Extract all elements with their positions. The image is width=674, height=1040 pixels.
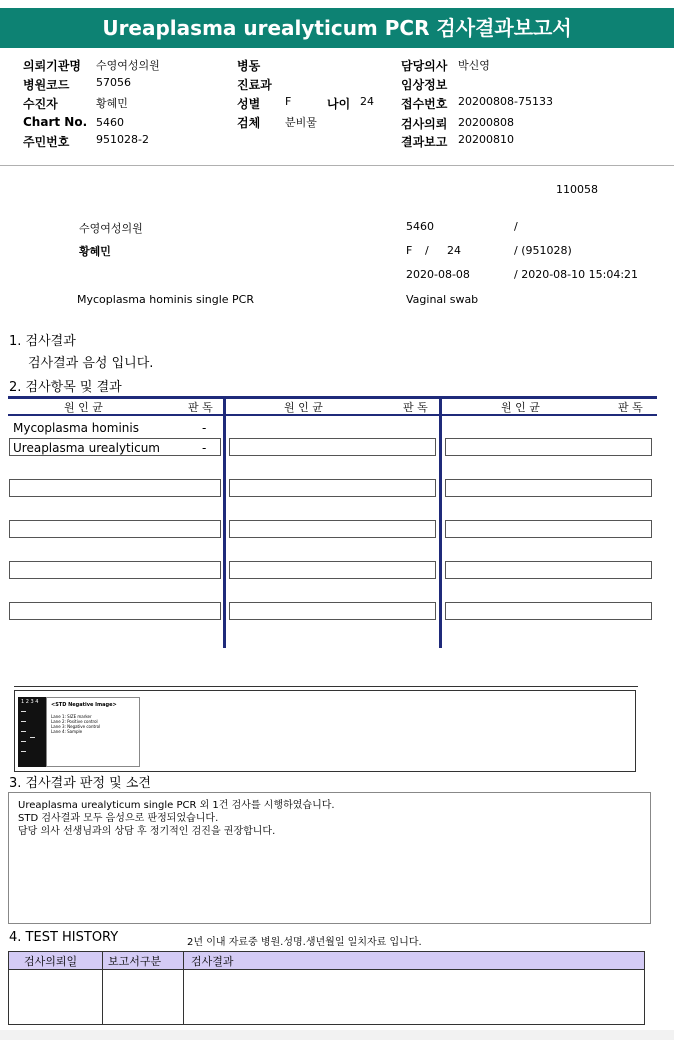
chart-no-value: 5460 — [96, 116, 124, 129]
receipt-no-value: 20200808-75133 — [458, 95, 553, 108]
patient-label: 수진자 — [23, 97, 58, 111]
gel-caption-title: <STD Negative Image> — [51, 702, 117, 708]
patient-value: 황혜민 — [96, 97, 128, 110]
col1-organism-header: 원 인 균 — [64, 401, 103, 414]
gel-caption-lines — [51, 714, 100, 734]
print-chart: 5460 — [406, 220, 434, 233]
table-cell — [445, 438, 652, 456]
resident-no-value: 951028-2 — [96, 133, 149, 146]
age-value: 24 — [360, 95, 374, 108]
gel-band — [21, 741, 26, 742]
table-cell — [445, 561, 652, 579]
gel-caption-line: Lane 2: Positive control — [51, 719, 98, 724]
gel-caption-line: Lane 3: Negative control — [51, 724, 101, 729]
gel-caption-line: Lane 4: Sample — [51, 729, 83, 734]
ward-label: 병동 — [237, 59, 261, 73]
opinion-line: STD 검사결과 모두 음성으로 판정되었습니다. — [18, 813, 219, 824]
section2-title: 2. 검사항목 및 결과 — [9, 380, 122, 395]
col2-judge-header: 판 독 — [403, 401, 428, 414]
print-request-date: 2020-08-08 — [406, 268, 470, 281]
gel-band — [21, 711, 26, 712]
table-top-rule — [8, 396, 657, 399]
print-report-date: / 2020-08-10 15:04:21 — [514, 268, 639, 281]
request-label: 검사의뢰 — [401, 117, 448, 131]
col1-judge-header: 판 독 — [188, 401, 213, 414]
specimen-label: 검체 — [237, 116, 261, 130]
table-cell — [9, 520, 221, 538]
report-value: 20200810 — [458, 133, 514, 146]
opinion-line: 담당 의사 선생님과의 상담 후 정기적인 검진을 권장합니다. — [18, 826, 276, 837]
history-note: 2년 이내 자료중 병원.성명.생년월일 일치자료 입니다. — [187, 937, 422, 948]
print-patient: 황혜민 — [79, 245, 111, 258]
opinion-line: Ureaplasma urealyticum single PCR 외 1건 검사를 시행하였습니다. — [18, 800, 335, 811]
chart-no-label: Chart No. — [23, 115, 88, 129]
receipt-no-label: 접수번호 — [401, 97, 448, 111]
hospital-value: 수영여성의원 — [96, 59, 160, 72]
specimen-value: 분비물 — [285, 116, 317, 129]
report-code: 110058 — [556, 183, 598, 196]
print-specimen: Vaginal swab — [406, 293, 479, 306]
doctor-value: 박신영 — [458, 59, 490, 72]
print-test-name: Mycoplasma hominis single PCR — [77, 293, 254, 306]
gel-band — [21, 731, 26, 732]
gel-caption — [46, 697, 140, 767]
sex-label: 성별 — [237, 97, 261, 111]
gel-band — [21, 751, 26, 752]
section1-text: 검사결과 음성 입니다. — [28, 356, 154, 371]
row2-organism: Ureaplasma urealyticum — [13, 441, 160, 455]
report-title: Ureaplasma urealyticum PCR 검사결과보고서 — [0, 8, 674, 48]
history-col-divider — [183, 952, 184, 1025]
gel-caption-line: Lane 1: SIZE marker — [51, 714, 92, 719]
history-table-header — [9, 952, 644, 970]
opinion-text — [18, 799, 335, 838]
gel-band — [30, 737, 35, 738]
gel-band — [21, 721, 26, 722]
history-header-rule — [9, 969, 644, 970]
section3-title: 3. 검사결과 판정 및 소견 — [9, 776, 151, 791]
history-header-date: 검사의뢰일 — [24, 955, 78, 968]
table-col-divider-1 — [223, 396, 226, 648]
print-age: 24 — [447, 244, 461, 257]
section1-title: 1. 검사결과 — [9, 334, 76, 349]
clinical-info-label: 임상정보 — [401, 78, 448, 92]
row2-result: - — [202, 441, 207, 455]
gel-lane-numbers: 1 2 3 4 — [21, 699, 39, 705]
print-birth: / (951028) — [514, 244, 572, 257]
gel-image — [18, 697, 46, 767]
section4-title: 4. TEST HISTORY — [9, 930, 119, 945]
row1-result: - — [202, 421, 207, 435]
print-slash: / — [514, 220, 518, 233]
age-label: 나이 — [327, 97, 351, 111]
doctor-label: 담당의사 — [401, 59, 448, 73]
table-cell — [9, 602, 221, 620]
resident-no-label: 주민번호 — [23, 135, 70, 149]
dept-label: 진료과 — [237, 78, 272, 92]
history-header-result: 검사결과 — [191, 955, 234, 968]
table-cell — [9, 479, 221, 497]
table-col-divider-2 — [439, 396, 442, 648]
table-header-rule — [8, 414, 657, 416]
hospital-label: 의뢰기관명 — [23, 59, 81, 73]
row1-organism: Mycoplasma hominis — [13, 421, 139, 435]
table-cell — [445, 520, 652, 538]
print-sex: F — [406, 244, 413, 257]
table-cell — [229, 438, 436, 456]
table-cell — [229, 602, 436, 620]
header-divider — [0, 165, 674, 166]
table-cell — [445, 479, 652, 497]
col3-judge-header: 판 독 — [618, 401, 643, 414]
table-cell — [229, 520, 436, 538]
history-header-type: 보고서구분 — [108, 955, 162, 968]
hospital-code-label: 병원코드 — [23, 78, 70, 92]
history-col-divider — [102, 952, 103, 1025]
report-label: 결과보고 — [401, 135, 448, 149]
hospital-code-value: 57056 — [96, 76, 131, 89]
print-hospital: 수영여성의원 — [79, 222, 143, 235]
request-value: 20200808 — [458, 116, 514, 129]
sex-value: F — [285, 95, 292, 108]
table-cell — [229, 561, 436, 579]
table-cell — [9, 561, 221, 579]
gel-top-rule — [14, 686, 638, 687]
col2-organism-header: 원 인 균 — [284, 401, 323, 414]
col3-organism-header: 원 인 균 — [501, 401, 540, 414]
table-cell — [229, 479, 436, 497]
print-sex-slash: / — [425, 244, 429, 257]
table-cell — [445, 602, 652, 620]
